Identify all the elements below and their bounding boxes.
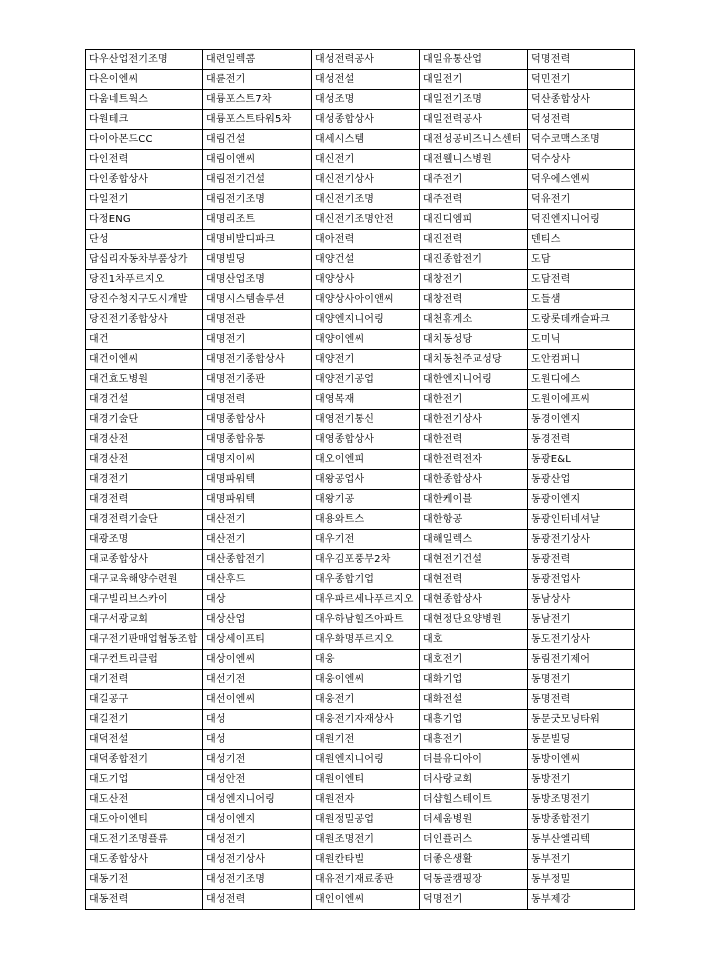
table-cell: 대치동성당 xyxy=(420,330,528,350)
table-cell: 대일전력공사 xyxy=(420,110,528,130)
table-row xyxy=(86,150,635,170)
table-cell: 대명리조트 xyxy=(203,210,312,230)
table-row xyxy=(86,190,635,210)
table-cell: 대경전기 xyxy=(86,470,203,490)
table-cell: 다이아몬드CC xyxy=(86,130,203,150)
table-cell: 대성전기조명 xyxy=(203,870,312,890)
table-cell: 대한전력전자 xyxy=(420,450,528,470)
table-row xyxy=(86,230,635,250)
table-row xyxy=(86,570,635,590)
table-cell: 동경이엔지 xyxy=(528,410,635,430)
table-cell: 동남상사 xyxy=(528,590,635,610)
table-row xyxy=(86,210,635,230)
table-cell: 대덕전설 xyxy=(86,730,203,750)
table-cell: 대명종합유통 xyxy=(203,430,312,450)
table-row xyxy=(86,830,635,850)
table-cell: 대일전기 xyxy=(420,70,528,90)
table-cell: 대우하남힐즈아파트 xyxy=(312,610,420,630)
table-row xyxy=(86,590,635,610)
table-cell: 대세시스템 xyxy=(312,130,420,150)
table-row xyxy=(86,430,635,450)
table-cell: 동방종합전기 xyxy=(528,810,635,830)
table-cell: 대주전력 xyxy=(420,190,528,210)
table-cell: 대상세이프티 xyxy=(203,630,312,650)
table-cell: 대구교육해양수련원 xyxy=(86,570,203,590)
table-cell: 대진종합전기 xyxy=(420,250,528,270)
table-cell: 대영목재 xyxy=(312,390,420,410)
table-row xyxy=(86,550,635,570)
table-cell: 대동전력 xyxy=(86,890,203,910)
table-row xyxy=(86,490,635,510)
table-row xyxy=(86,370,635,390)
table-cell: 대구전기판매업협동조합 xyxy=(86,630,203,650)
table-cell: 대길공구 xyxy=(86,690,203,710)
table-cell: 대진디엠피 xyxy=(420,210,528,230)
table-cell: 다인전력 xyxy=(86,150,203,170)
table-cell: 대도종합상사 xyxy=(86,850,203,870)
table-cell: 대도기업 xyxy=(86,770,203,790)
table-cell: 더좋은생활 xyxy=(420,850,528,870)
table-cell: 대웅전기 xyxy=(312,690,420,710)
table-row xyxy=(86,650,635,670)
table-cell: 동명전기 xyxy=(528,670,635,690)
table-cell: 대도아이엔티 xyxy=(86,810,203,830)
table-cell: 대륜전기 xyxy=(203,70,312,90)
table-cell: 동문빌딩 xyxy=(528,730,635,750)
table-cell: 대우김포풍무2차 xyxy=(312,550,420,570)
table-cell: 대상산업 xyxy=(203,610,312,630)
table-cell: 대성전력공사 xyxy=(312,50,420,70)
table-cell: 대명비발디파크 xyxy=(203,230,312,250)
table-cell: 동부전기 xyxy=(528,850,635,870)
table-cell: 대오이엔피 xyxy=(312,450,420,470)
table-row xyxy=(86,470,635,490)
table-cell: 대성 xyxy=(203,710,312,730)
table-cell: 대영종합상사 xyxy=(312,430,420,450)
table-cell: 다은이엔씨 xyxy=(86,70,203,90)
table-cell: 대길전기 xyxy=(86,710,203,730)
table-cell: 대영전기통신 xyxy=(312,410,420,430)
table-row xyxy=(86,410,635,430)
table-cell: 덕동골캠핑장 xyxy=(420,870,528,890)
table-cell: 덕명전력 xyxy=(528,50,635,70)
table-cell: 대신전기상사 xyxy=(312,170,420,190)
table-cell: 도랑롯데캐슬파크 xyxy=(528,310,635,330)
table-row xyxy=(86,70,635,90)
table-cell: 덕우에스엔씨 xyxy=(528,170,635,190)
table-cell: 대원엔지니어링 xyxy=(312,750,420,770)
table-cell: 대한종합상사 xyxy=(420,470,528,490)
table-cell: 동광인터네셔날 xyxy=(528,510,635,530)
table-cell: 대일전기조명 xyxy=(420,90,528,110)
table-cell: 대도산전 xyxy=(86,790,203,810)
table-cell: 대성기전 xyxy=(203,750,312,770)
table-cell: 더세움병원 xyxy=(420,810,528,830)
table-cell: 대호 xyxy=(420,630,528,650)
table-row xyxy=(86,850,635,870)
table-cell: 대상이엔씨 xyxy=(203,650,312,670)
table-cell: 동남전기 xyxy=(528,610,635,630)
table-cell: 대성안전 xyxy=(203,770,312,790)
table-cell: 덕성전력 xyxy=(528,110,635,130)
table-row xyxy=(86,90,635,110)
table-cell: 대한전력 xyxy=(420,430,528,450)
table-cell: 대우파르세나푸르지오 xyxy=(312,590,420,610)
table-cell: 대경기술단 xyxy=(86,410,203,430)
table-cell: 다우산업전기조명 xyxy=(86,50,203,70)
table-cell: 대광조명 xyxy=(86,530,203,550)
table-cell: 도안컴퍼니 xyxy=(528,350,635,370)
table-row xyxy=(86,350,635,370)
table-cell: 대화기업 xyxy=(420,670,528,690)
table-cell: 대양전기공업 xyxy=(312,370,420,390)
table-row xyxy=(86,250,635,270)
table-cell: 덕유전기 xyxy=(528,190,635,210)
table-row xyxy=(86,270,635,290)
table-cell: 대동기전 xyxy=(86,870,203,890)
table-cell: 동부제강 xyxy=(528,890,635,910)
table-cell: 대웅 xyxy=(312,650,420,670)
table-cell: 대경전력 xyxy=(86,490,203,510)
table-row xyxy=(86,290,635,310)
table-cell: 대원기전 xyxy=(312,730,420,750)
table-cell: 당진전기종합상사 xyxy=(86,310,203,330)
table-row xyxy=(86,130,635,150)
table-cell: 대진전력 xyxy=(420,230,528,250)
company-table xyxy=(85,49,635,910)
table-row xyxy=(86,870,635,890)
table-cell: 대구컨트리클럽 xyxy=(86,650,203,670)
table-cell: 대구빌리브스카이 xyxy=(86,590,203,610)
table-cell: 대교종합상사 xyxy=(86,550,203,570)
table-cell: 도미닉 xyxy=(528,330,635,350)
table-row xyxy=(86,510,635,530)
table-cell: 대신전기조명안전 xyxy=(312,210,420,230)
table-cell: 대산전기 xyxy=(203,530,312,550)
table-cell: 대용와트스 xyxy=(312,510,420,530)
table-row xyxy=(86,690,635,710)
table-cell: 대전웰니스병원 xyxy=(420,150,528,170)
table-cell: 대창전력 xyxy=(420,290,528,310)
table-cell: 더샵힐스테이트 xyxy=(420,790,528,810)
table-cell: 대치동천주교성당 xyxy=(420,350,528,370)
table-cell: 대신전기 xyxy=(312,150,420,170)
table-cell: 당진1차푸르지오 xyxy=(86,270,203,290)
table-cell: 대륭포스트타워5차 xyxy=(203,110,312,130)
table-cell: 대주전기 xyxy=(420,170,528,190)
table-cell: 대성전기 xyxy=(203,830,312,850)
table-cell: 대양이엔씨 xyxy=(312,330,420,350)
table-cell: 대해일렉스 xyxy=(420,530,528,550)
table-cell: 대경전력기술단 xyxy=(86,510,203,530)
table-cell: 대인이엔씨 xyxy=(312,890,420,910)
table-cell: 대산종합전기 xyxy=(203,550,312,570)
table-row xyxy=(86,530,635,550)
table-cell: 동광전기상사 xyxy=(528,530,635,550)
table-cell: 대한항공 xyxy=(420,510,528,530)
table-row xyxy=(86,310,635,330)
table-cell: 대왕기공 xyxy=(312,490,420,510)
table-cell: 대림전기건설 xyxy=(203,170,312,190)
table-cell: 대왕공업사 xyxy=(312,470,420,490)
table-cell: 동경전력 xyxy=(528,430,635,450)
table-cell: 동광전력 xyxy=(528,550,635,570)
table-cell: 도담전력 xyxy=(528,270,635,290)
table-cell: 대양엔지니어링 xyxy=(312,310,420,330)
table-cell: 도담 xyxy=(528,250,635,270)
table-cell: 대현전력 xyxy=(420,570,528,590)
table-cell: 대명산업조명 xyxy=(203,270,312,290)
table-cell: 대경건설 xyxy=(86,390,203,410)
table-cell: 대산후드 xyxy=(203,570,312,590)
table-row xyxy=(86,110,635,130)
table-cell: 대창전기 xyxy=(420,270,528,290)
table-cell: 다원테크 xyxy=(86,110,203,130)
table-cell: 대유전기재료종판 xyxy=(312,870,420,890)
table-cell: 대현전기건설 xyxy=(420,550,528,570)
table-cell: 대림전기조명 xyxy=(203,190,312,210)
table-cell: 대명전기 xyxy=(203,330,312,350)
table-cell: 대성전기상사 xyxy=(203,850,312,870)
table-cell: 대한전기상사 xyxy=(420,410,528,430)
table-cell: 덕명전기 xyxy=(420,890,528,910)
table-cell: 동광이엔지 xyxy=(528,490,635,510)
table-cell: 대우종합기업 xyxy=(312,570,420,590)
table-cell: 대산전기 xyxy=(203,510,312,530)
table-cell: 다정ENG xyxy=(86,210,203,230)
table-cell: 대천휴게소 xyxy=(420,310,528,330)
table-row xyxy=(86,810,635,830)
table-cell: 대명파워텍 xyxy=(203,490,312,510)
table-cell: 대양상사아이앤씨 xyxy=(312,290,420,310)
table-cell: 대명파워텍 xyxy=(203,470,312,490)
table-cell: 대양상사 xyxy=(312,270,420,290)
table-cell: 대신전기조명 xyxy=(312,190,420,210)
table-cell: 동도전기상사 xyxy=(528,630,635,650)
table-cell: 대림이앤씨 xyxy=(203,150,312,170)
table-row xyxy=(86,450,635,470)
table-cell: 대성전설 xyxy=(312,70,420,90)
table-cell: 대건이엔씨 xyxy=(86,350,203,370)
table-cell: 대건 xyxy=(86,330,203,350)
table-cell: 동광산업 xyxy=(528,470,635,490)
table-cell: 대현종합상사 xyxy=(420,590,528,610)
table-cell: 대호전기 xyxy=(420,650,528,670)
table-cell: 대일유통산업 xyxy=(420,50,528,70)
table-cell: 대아전력 xyxy=(312,230,420,250)
table-cell: 대현정단요양병원 xyxy=(420,610,528,630)
table-cell: 대성조명 xyxy=(312,90,420,110)
table-cell: 동광전업사 xyxy=(528,570,635,590)
table-cell: 더사랑교회 xyxy=(420,770,528,790)
table-cell: 대한엔지니어링 xyxy=(420,370,528,390)
table-cell: 동림전기제어 xyxy=(528,650,635,670)
table-cell: 덕민전기 xyxy=(528,70,635,90)
table-cell: 대흥기업 xyxy=(420,710,528,730)
table-cell: 대도전기조명플류 xyxy=(86,830,203,850)
table-cell: 대선이엔씨 xyxy=(203,690,312,710)
table-row xyxy=(86,630,635,650)
table-row xyxy=(86,170,635,190)
table-cell: 도원이에프씨 xyxy=(528,390,635,410)
table-cell: 대양건설 xyxy=(312,250,420,270)
table-cell: 대명빌딩 xyxy=(203,250,312,270)
table-cell: 대우기전 xyxy=(312,530,420,550)
table-cell: 대건효도병원 xyxy=(86,370,203,390)
table-cell: 더인플러스 xyxy=(420,830,528,850)
table-cell: 대원전자 xyxy=(312,790,420,810)
table-cell: 대한케이블 xyxy=(420,490,528,510)
table-cell: 당진수청지구도시개발 xyxy=(86,290,203,310)
table-row xyxy=(86,890,635,910)
table-cell: 대웅전기자재상사 xyxy=(312,710,420,730)
table-cell: 대륭포스트7차 xyxy=(203,90,312,110)
table-cell: 덴티스 xyxy=(528,230,635,250)
company-list-sheet xyxy=(85,49,634,910)
table-cell: 대성엔지니어링 xyxy=(203,790,312,810)
table-row xyxy=(86,750,635,770)
table-cell: 덕진엔지니어링 xyxy=(528,210,635,230)
table-cell: 대웅이엔씨 xyxy=(312,670,420,690)
table-cell: 대상 xyxy=(203,590,312,610)
table-row xyxy=(86,790,635,810)
table-cell: 덕산종합상사 xyxy=(528,90,635,110)
table-cell: 대명종합상사 xyxy=(203,410,312,430)
table-cell: 대덕종합전기 xyxy=(86,750,203,770)
table-cell: 다인종합상사 xyxy=(86,170,203,190)
table-cell: 대명전기종판 xyxy=(203,370,312,390)
table-cell: 대성종합상사 xyxy=(312,110,420,130)
table-row xyxy=(86,770,635,790)
table-cell: 대원조명전기 xyxy=(312,830,420,850)
table-cell: 대경산전 xyxy=(86,450,203,470)
table-cell: 대기전력 xyxy=(86,670,203,690)
table-cell: 답십리자동차부품상가 xyxy=(86,250,203,270)
table-cell: 대흥전기 xyxy=(420,730,528,750)
table-cell: 대명전력 xyxy=(203,390,312,410)
table-cell: 대명지이씨 xyxy=(203,450,312,470)
table-cell: 대원칸타빌 xyxy=(312,850,420,870)
table-row xyxy=(86,610,635,630)
company-table-body xyxy=(86,50,635,910)
table-cell: 대림건설 xyxy=(203,130,312,150)
table-cell: 동부산엘리텍 xyxy=(528,830,635,850)
table-cell: 대경산전 xyxy=(86,430,203,450)
table-cell: 다일전기 xyxy=(86,190,203,210)
table-row xyxy=(86,670,635,690)
table-cell: 대구서광교회 xyxy=(86,610,203,630)
table-cell: 대원정밀공업 xyxy=(312,810,420,830)
table-cell: 동문굿모닝타워 xyxy=(528,710,635,730)
table-cell: 대성 xyxy=(203,730,312,750)
table-cell: 대명전기종합상사 xyxy=(203,350,312,370)
table-cell: 대우화명푸르지오 xyxy=(312,630,420,650)
table-row xyxy=(86,330,635,350)
table-cell: 다움네트웍스 xyxy=(86,90,203,110)
table-row xyxy=(86,50,635,70)
table-cell: 도원디에스 xyxy=(528,370,635,390)
table-row xyxy=(86,390,635,410)
table-cell: 대성전력 xyxy=(203,890,312,910)
table-cell: 대성이엔지 xyxy=(203,810,312,830)
table-cell: 대명전관 xyxy=(203,310,312,330)
table-row xyxy=(86,710,635,730)
table-cell: 대원이엔티 xyxy=(312,770,420,790)
table-cell: 대양전기 xyxy=(312,350,420,370)
table-cell: 더블유디아이 xyxy=(420,750,528,770)
table-row xyxy=(86,730,635,750)
table-cell: 동방조명전기 xyxy=(528,790,635,810)
table-cell: 동광E&L xyxy=(528,450,635,470)
table-cell: 단성 xyxy=(86,230,203,250)
table-cell: 동방이엔씨 xyxy=(528,750,635,770)
table-cell: 대명시스템솔루션 xyxy=(203,290,312,310)
table-cell: 도들샘 xyxy=(528,290,635,310)
table-cell: 대선기전 xyxy=(203,670,312,690)
table-cell: 동방전기 xyxy=(528,770,635,790)
table-cell: 대한전기 xyxy=(420,390,528,410)
table-cell: 대전성공비즈니스센터 xyxy=(420,130,528,150)
table-cell: 덕수상사 xyxy=(528,150,635,170)
table-cell: 동부정밀 xyxy=(528,870,635,890)
table-cell: 동명전력 xyxy=(528,690,635,710)
table-cell: 덕수코맥스조명 xyxy=(528,130,635,150)
table-cell: 대련일렉콤 xyxy=(203,50,312,70)
table-cell: 대화전설 xyxy=(420,690,528,710)
